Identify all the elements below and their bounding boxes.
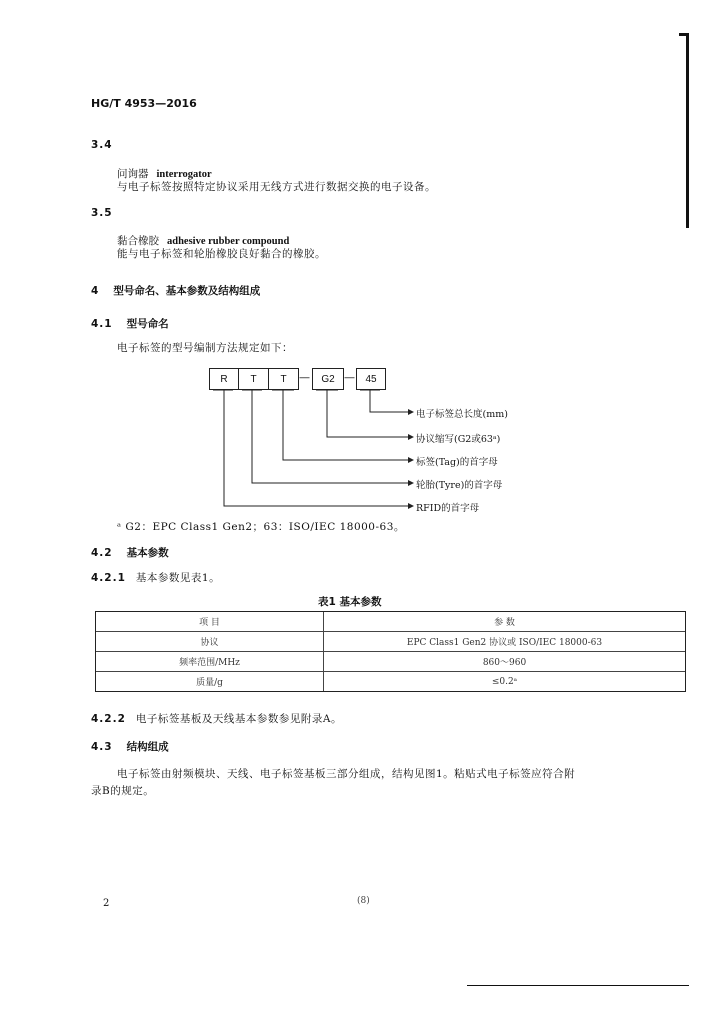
table-cell-item: 协议	[96, 632, 324, 652]
definition-3-4: 与电子标签按照特定协议采用无线方式进行数据交换的电子设备。	[117, 181, 436, 193]
section-4-2-2-text: 电子标签基板及天线基本参数参见附录A。	[135, 713, 342, 725]
section-4-2-1-number: 4.2.1	[91, 572, 126, 584]
section-4-3-paragraph-line-1: 电子标签由射频模块、天线、电子标签基板三部分组成，结构见图1。粘贴式电子标签应符合附	[117, 768, 576, 780]
table-header-item: 项 目	[96, 612, 324, 632]
model-box-45: 45	[356, 368, 386, 390]
table-row	[96, 672, 686, 692]
section-3-4-number: 3.4	[91, 139, 113, 151]
term-3-5-zh: 黏合橡胶	[117, 235, 159, 247]
section-4-number: 4	[91, 285, 100, 297]
annotation-tyre: 轮胎(Tyre)的首字母	[416, 480, 503, 491]
section-4-1-title: 型号命名	[126, 318, 169, 330]
section-4-1-intro: 电子标签的型号编制方法规定如下：	[117, 342, 293, 354]
table-header-value: 参 数	[324, 612, 686, 632]
model-box-t1: T	[238, 368, 269, 390]
model-box-g2: G2	[312, 368, 344, 390]
table-cell-value: EPC Class1 Gen2 协议或 ISO/IEC 18000-63	[324, 632, 686, 652]
term-3-4-en: interrogator	[156, 169, 212, 180]
scan-bottom-line	[467, 985, 689, 986]
term-3-5-en: adhesive rubber compound	[167, 236, 290, 247]
table-cell-value: ≤0.2ᵃ	[324, 672, 686, 692]
table-1	[95, 611, 686, 692]
section-4-3-number: 4.3	[91, 741, 113, 753]
section-4-1-number: 4.1	[91, 318, 113, 330]
table-row	[96, 652, 686, 672]
section-4-2-1	[91, 570, 220, 585]
term-3-4-zh: 问询器	[117, 168, 149, 180]
section-4-3-heading	[91, 739, 169, 754]
table-cell-item: 频率范围/MHz	[96, 652, 324, 672]
definition-3-5: 能与电子标签和轮胎橡胶良好黏合的橡胶。	[117, 248, 326, 260]
model-box-r: R	[209, 368, 239, 390]
section-4-2-heading	[91, 545, 169, 560]
annotation-rfid: RFID的首字母	[416, 503, 480, 514]
standard-code: HG/T 4953—2016	[91, 97, 197, 110]
model-dash-1: —	[299, 371, 310, 384]
section-4-2-title: 基本参数	[126, 547, 169, 559]
scan-edge-tick	[679, 33, 689, 36]
annotation-protocol: 协议缩写(G2或63ᵃ)	[416, 434, 501, 445]
table-1-caption: 表1 基本参数	[318, 596, 382, 608]
section-4-2-2-number: 4.2.2	[91, 713, 126, 725]
section-4-title: 型号命名、基本参数及结构组成	[113, 285, 261, 297]
annotation-length: 电子标签总长度(mm)	[416, 409, 508, 420]
model-dash-2: —	[344, 371, 355, 384]
section-4-3-title: 结构组成	[126, 741, 169, 753]
section-4-2-1-text: 基本参数见表1。	[135, 572, 221, 584]
section-4-2-2	[91, 711, 342, 726]
table-cell-value: 860～960	[324, 652, 686, 672]
annotation-tag: 标签(Tag)的首字母	[416, 457, 498, 468]
table-row	[96, 632, 686, 652]
center-mark: (8)	[357, 896, 370, 906]
table-cell-item: 质量/g	[96, 672, 324, 692]
page-number: 2	[103, 898, 110, 909]
leader-length	[370, 390, 408, 412]
section-4-3-paragraph-line-2: 录B的规定。	[91, 785, 155, 797]
section-4-2-number: 4.2	[91, 547, 113, 559]
scan-edge-bar	[686, 33, 689, 228]
section-3-5-number: 3.5	[91, 207, 113, 219]
table-header-row	[96, 612, 686, 632]
model-footnote: ᵃ G2：EPC Class1 Gen2；63：ISO/IEC 18000-63。	[117, 521, 405, 533]
leader-tag	[283, 390, 408, 460]
leader-protocol	[327, 390, 408, 437]
model-box-t2: T	[268, 368, 299, 390]
